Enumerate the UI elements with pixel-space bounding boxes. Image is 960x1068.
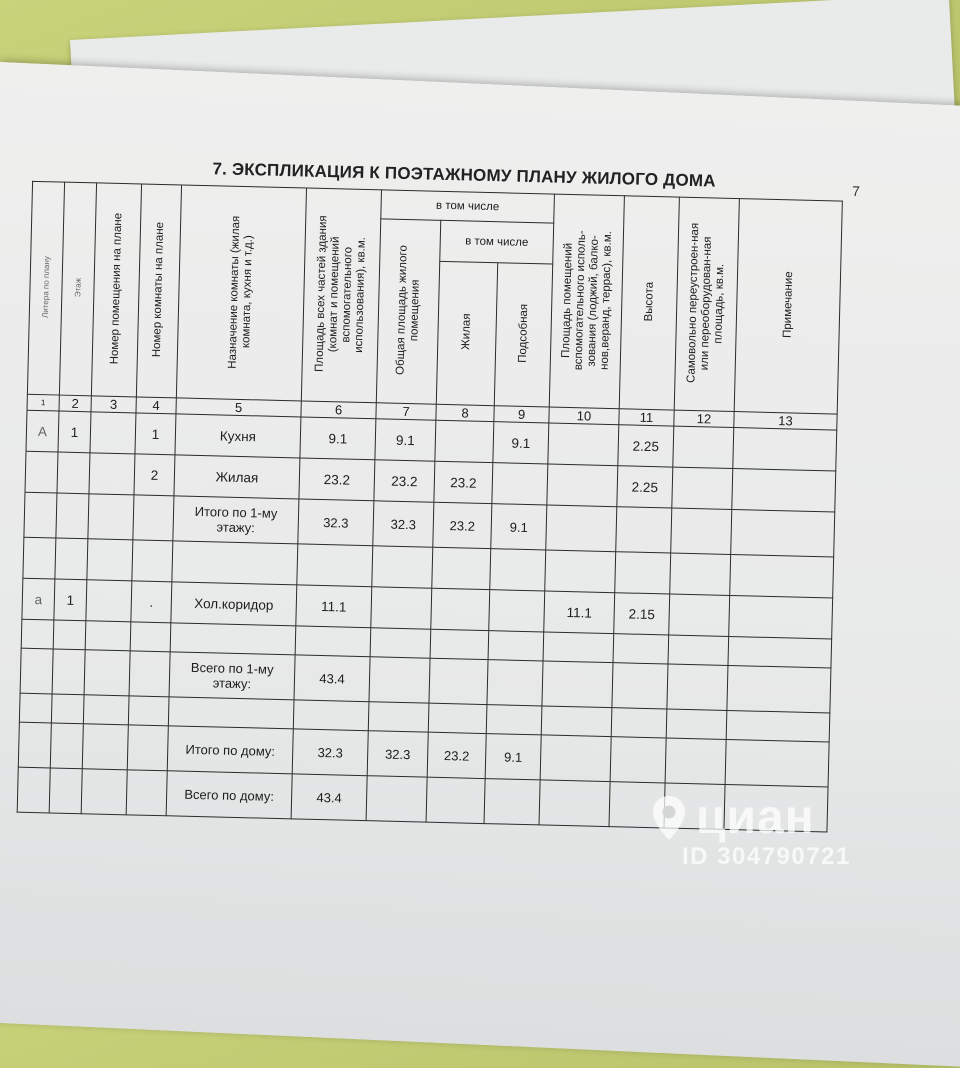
table-body (17, 410, 837, 832)
table-cell-c1: А (26, 410, 59, 452)
table-cell-c2 (55, 538, 88, 580)
col-number: 12 (674, 410, 734, 427)
table-cell-c10 (548, 423, 619, 466)
col-number: 8 (436, 404, 494, 421)
table-cell-c1 (21, 619, 54, 649)
header-col-4: Номер комнаты на плане (136, 184, 181, 398)
table-cell-c7: 32.3 (373, 501, 434, 547)
table-cell-c4 (129, 651, 170, 697)
table-cell-c1 (23, 537, 56, 579)
table-cell-c12 (671, 508, 732, 554)
table-cell-c12 (673, 426, 734, 468)
table-cell-c10 (539, 780, 610, 827)
page-number: 7 (851, 182, 861, 200)
table-cell-c4 (130, 622, 171, 652)
col-number: 1 (27, 394, 59, 411)
header-col-7: Общая площадь жилого помещения (376, 219, 440, 404)
col-number: 13 (734, 412, 837, 431)
table-cell-c11 (616, 507, 672, 553)
table-cell-c5: Хол.коридор (171, 582, 297, 626)
watermark-id: ID 304790721 (682, 843, 851, 870)
table-cell-c9 (487, 660, 543, 706)
col-number: 11 (619, 409, 674, 426)
table-cell-c3 (84, 650, 130, 696)
table-cell-c13 (727, 665, 831, 713)
table-cell-c10 (540, 735, 611, 782)
table-cell-c11: 2.15 (614, 593, 670, 635)
table-cell-c7 (368, 702, 429, 732)
table-cell-c3 (90, 412, 136, 454)
table-cell-c8: 23.2 (434, 461, 493, 503)
header-col-8: Жилая (436, 261, 497, 406)
col-number: 6 (301, 401, 376, 419)
header-col-2: Этаж (59, 182, 96, 396)
table-cell-c9: 9.1 (493, 422, 549, 464)
table-cell-c11 (610, 737, 666, 783)
table-cell-c7 (369, 657, 430, 703)
col-number: 3 (91, 396, 136, 413)
table-cell-c4 (128, 696, 169, 726)
col-number: 2 (59, 395, 91, 412)
table-cell-c5 (168, 697, 294, 729)
header-col-10: Площадь помещений вспомогательного исполь-зования (лоджий, балко-нов,веранд, террас), кв.м. (549, 194, 624, 409)
table-cell-c10 (541, 706, 612, 737)
table-cell-c12 (668, 635, 729, 665)
table-cell-c6 (295, 626, 371, 657)
table-cell-c9 (492, 463, 548, 505)
col-number: 10 (549, 407, 619, 425)
table-cell-c2 (51, 694, 84, 724)
table-cell-c12 (666, 709, 727, 739)
table-cell-c11 (612, 663, 668, 709)
table-cell-c10 (542, 661, 613, 708)
table-cell-c8 (432, 547, 491, 589)
header-col-13: Примечание (734, 199, 842, 414)
table-cell-c3 (86, 580, 132, 622)
table-cell-c4 (132, 540, 173, 582)
table-cell-c7: 32.3 (367, 731, 428, 777)
table-cell-c6: 43.4 (294, 655, 370, 702)
table-cell-c11: 2.25 (618, 425, 674, 467)
table-cell-c1 (18, 722, 51, 768)
header-group-incl: в том числе (381, 190, 555, 223)
header-col-12: Самовольно переустроен-ная или переоборудован-ная площадь, кв.м. (674, 197, 739, 411)
table-cell-c6: 32.3 (298, 499, 374, 546)
table-cell-c3 (87, 539, 133, 581)
table-cell-c5: Кухня (175, 414, 301, 458)
table-cell-c8 (431, 588, 490, 630)
table-cell-c13 (728, 636, 832, 668)
table-cell-c13 (725, 739, 829, 787)
header-subgroup-incl: в том числе (440, 220, 554, 263)
table-cell-c2 (49, 768, 82, 814)
table-cell-c4 (126, 770, 167, 816)
table-cell-c8 (429, 658, 488, 704)
table-cell-c4: 1 (135, 413, 176, 455)
table-cell-c9 (486, 705, 542, 735)
table-cell-c5: Всего по дому: (166, 771, 292, 819)
table-cell-c5: Жилая (174, 455, 300, 499)
table-cell-c2 (56, 493, 89, 539)
table-cell-c4 (127, 725, 168, 771)
table-cell-c2 (50, 723, 83, 769)
table-cell-c12 (670, 553, 731, 595)
table-cell-c13 (730, 554, 834, 598)
table-cell-c2 (52, 649, 85, 695)
table-cell-c11 (613, 634, 669, 664)
table-cell-c10 (547, 464, 618, 507)
table-cell-c1 (24, 492, 57, 538)
table-cell-c6: 32.3 (292, 729, 368, 776)
table-cell-c3 (83, 695, 129, 725)
table-cell-c8 (430, 629, 489, 659)
table-cell-c3 (82, 724, 128, 770)
table-cell-c5: Итого по дому: (167, 726, 293, 774)
page-title: 7. ЭКСПЛИКАЦИЯ К ПОЭТАЖНОМУ ПЛАНУ ЖИЛОГО ДОМА (212, 159, 716, 191)
table-cell-c3 (89, 453, 135, 495)
table-cell-c6: 11.1 (296, 585, 372, 628)
cian-watermark (650, 790, 851, 871)
table-cell-c11 (611, 708, 667, 738)
watermark-brand: циан (696, 791, 815, 844)
table-cell-c1: а (22, 578, 55, 620)
table-cell-c5: Итого по 1-му этажу: (173, 496, 299, 544)
table-cell-c13 (726, 710, 830, 742)
table-cell-c6 (297, 544, 373, 587)
table-cell-c8 (426, 777, 485, 823)
table-cell-c7 (372, 546, 433, 588)
table-cell-c2: 1 (54, 579, 87, 621)
table-cell-c10 (545, 550, 616, 593)
header-col-5: Назначение комнаты (жилая комната, кухня и т.д.) (176, 185, 306, 401)
table-cell-c2 (57, 452, 90, 494)
table-cell-c9: 9.1 (491, 504, 547, 550)
table-cell-c13 (733, 428, 837, 472)
table-cell-c3 (81, 769, 127, 815)
table-cell-c5 (170, 623, 296, 655)
header-col-9: Подсобная (494, 262, 552, 407)
document-page (0, 62, 960, 1067)
table-cell-c10: 11.1 (544, 591, 615, 634)
table-cell-c4: 2 (134, 454, 175, 496)
table-cell-c12 (669, 594, 730, 636)
table-cell-c3 (88, 494, 134, 540)
table-cell-c1 (17, 767, 50, 813)
table-cell-c11: 2.25 (617, 466, 673, 508)
table-cell-c3 (85, 621, 131, 651)
table-cell-c6: 23.2 (299, 458, 375, 501)
header-col-3: Номер помещения на плане (91, 183, 141, 397)
table-cell-c4: . (131, 581, 172, 623)
table-cell-c7 (366, 776, 427, 822)
col-number: 5 (176, 398, 301, 417)
table-cell-c8 (435, 420, 494, 462)
table-cell-c1 (19, 693, 52, 723)
table-cell-c12 (665, 738, 726, 784)
table-cell-c7 (371, 587, 432, 629)
table-cell-c9 (490, 549, 546, 591)
table-cell-c9 (489, 590, 545, 632)
table-cell-c11 (615, 552, 671, 594)
table-cell-c8 (428, 703, 487, 733)
table-cell-c9 (484, 779, 540, 825)
table-cell-c7: 9.1 (375, 419, 436, 461)
table-cell-c8: 23.2 (433, 502, 492, 548)
table-cell-c7 (370, 628, 431, 658)
table-cell-c1 (20, 648, 53, 694)
table-cell-c13 (732, 469, 836, 513)
location-pin-icon (650, 794, 688, 842)
table-cell-c2: 1 (58, 411, 91, 453)
explication-table (17, 181, 843, 833)
table-cell-c10 (543, 632, 614, 663)
header-col-6: Площадь всех частей здания (комнат и помещений вспомогательного использования), кв.м. (301, 188, 381, 403)
table-cell-c4 (133, 495, 174, 541)
table-cell-c5 (172, 541, 298, 585)
col-number: 7 (376, 403, 436, 420)
table-cell-c13 (729, 595, 833, 639)
header-col-11: Высота (619, 196, 679, 410)
table-cell-c12 (667, 664, 728, 710)
table-cell-c2 (53, 620, 86, 650)
table-cell-c1 (25, 451, 58, 493)
table-cell-c5: Всего по 1-му этажу: (169, 652, 295, 700)
col-number: 4 (136, 397, 176, 414)
table-cell-c10 (546, 505, 617, 552)
table-cell-c13 (731, 510, 835, 558)
table-cell-c8: 23.2 (427, 732, 486, 778)
table-cell-c6 (293, 700, 369, 731)
table-cell-c6: 43.4 (291, 774, 367, 821)
watermark-logo (650, 790, 851, 845)
table-cell-c7: 23.2 (374, 460, 435, 502)
table-cell-c6: 9.1 (300, 417, 376, 460)
header-col-1: Литера по плану (27, 181, 64, 395)
table-cell-c9: 9.1 (485, 734, 541, 780)
col-number: 9 (494, 406, 549, 423)
table-cell-c9 (488, 631, 544, 661)
table-cell-c12 (672, 467, 733, 509)
